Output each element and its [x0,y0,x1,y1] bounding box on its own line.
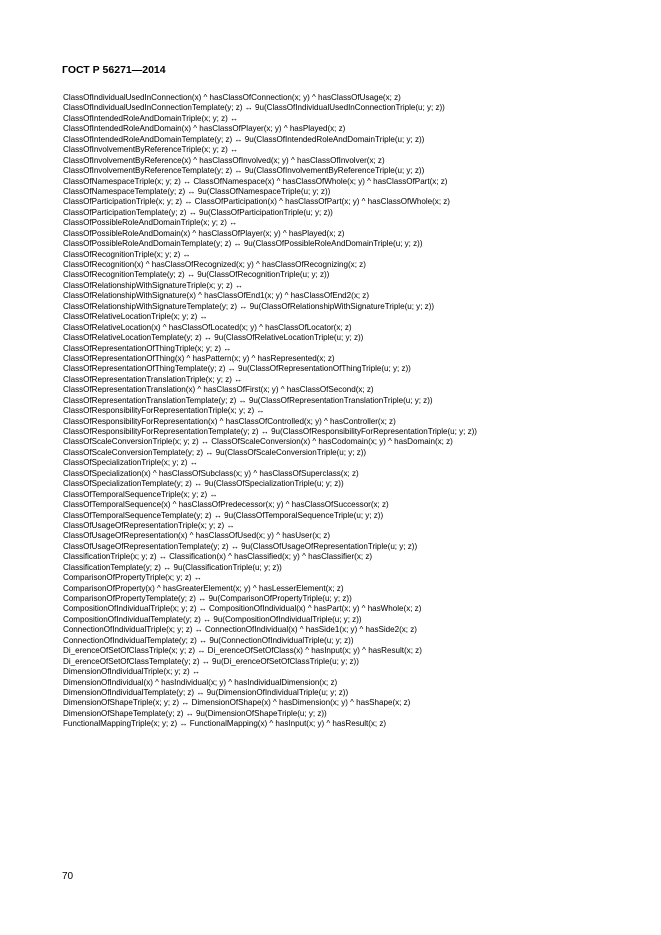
text-line: ClassOfUsageOfRepresentationTriple(x; y; z) ↔ [63,520,235,530]
text-line: ClassOfInvolvementByReferenceTriple(x; y; z) ↔ [63,145,239,155]
text-line: DimensionOfIndividualTriple(x; y; z) ↔ [63,667,201,677]
text-line: ClassOfSpecialization(x) ^ hasClassOfSubclass(x; y) ^ hasClassOfSuperclass(x; z) [63,468,359,478]
text-line: ClassOfScaleConversionTemplate(y; z) ↔ 9u(ClassOfScaleConversionTriple(u; y; z)) [63,447,367,457]
text-line: ClassOfPossibleRoleAndDomainTriple(x; y; z) ↔ [63,218,238,228]
text-line: DimensionOfShapeTriple(x; y; z) ↔ DimensionOfShape(x) ^ hasDimension(x; y) ^ hasShape(x; z) [63,698,411,708]
text-line: ClassOfSpecializationTemplate(y; z) ↔ 9u(ClassOfSpecializationTriple(u; y; z)) [63,479,344,489]
text-line: ClassOfResponsibilityForRepresentationTemplate(y; z) ↔ 9u(ClassOfResponsibilityForRepresentationTriple(u; y; z)) [63,427,477,436]
text-line: ClassOfScaleConversionTriple(x; y; z) ↔ ClassOfScaleConversion(x) ^ hasCodomain(x; y) ^ hasDomain(x; z) [63,437,453,447]
text-line: ClassOfResponsibilityForRepresentationTriple(x; y; z) ↔ [63,406,265,416]
text-line: ClassOfPossibleRoleAndDomainTemplate(y; z) ↔ 9u(ClassOfPossibleRoleAndDomainTriple(u; y; z)) [63,239,423,249]
text-line: ClassOfTemporalSequenceTemplate(y; z) ↔ 9u(ClassOfTemporalSequenceTriple(u; y; z)) [63,510,384,520]
text-line: ClassOfInvolvementByReferenceTemplate(y; z) ↔ 9u(ClassOfInvolvementByReferenceTriple(u; y; z)) [63,166,425,176]
text-line: ClassOfIndividualUsedInConnection(x) ^ hasClassOfConnection(x; y) ^ hasClassOfUsage(x; z) [63,93,401,102]
text-line: ClassOfRelativeLocationTemplate(y; z) ↔ 9u(ClassOfRelativeLocationTriple(u; y; z)) [63,333,364,343]
text-line: ClassOfRelativeLocation(x) ^ hasClassOfLocated(x; y) ^ hasClassOfLocator(x; z) [63,322,352,332]
text-line: ClassificationTriple(x; y; z) ↔ Classification(x) ^ hasClassified(x; y) ^ hasClassifier(x; z) [63,552,373,562]
text-line: ClassOfResponsibilityForRepresentation(x) ^ hasClassOfControlled(x; y) ^ hasController(x; z) [63,416,396,426]
text-line: ClassOfTemporalSequenceTriple(x; y; z) ↔ [63,489,218,499]
text-line: ClassOfSpecializationTriple(x; y; z) ↔ [63,458,198,468]
text-line: ComparisonOfPropertyTemplate(y; z) ↔ 9u(ComparisonOfPropertyTriple(u; y; z)) [63,594,352,603]
text-line: ClassOfIntendedRoleAndDomain(x) ^ hasClassOfPlayer(x; y) ^ hasPlayed(x; z) [63,124,346,134]
text-line: ConnectionOfIndividualTemplate(y; z) ↔ 9u(ConnectionOfIndividualTriple(u; y; z)) [63,635,354,645]
document-header-title: ГОСТ Р 56271—2014 [62,64,166,76]
text-line: ClassOfRepresentationOfThingTemplate(y; z) ↔ 9u(ClassOfRepresentationOfThingTriple(u; y; z)) [63,364,411,374]
text-line: ClassOfNamespaceTriple(x; y; z) ↔ ClassOfNamespace(x) ^ hasClassOfWhole(x; y) ^ hasClassOfPart(x; z) [63,176,448,186]
text-line: ClassOfPossibleRoleAndDomain(x) ^ hasClassOfPlayer(x; y) ^ hasPlayed(x; z) [63,228,345,238]
text-line: ClassOfNamespaceTemplate(y; z) ↔ 9u(ClassOfNamespaceTriple(u; y; z)) [63,186,331,196]
text-line: DimensionOfIndividualTemplate(y; z) ↔ 9u(DimensionOfIndividualTriple(u; y; z)) [63,687,349,697]
text-line: ComparisonOfProperty(x) ^ hasGreaterElement(x; y) ^ hasLesserElement(x; z) [63,583,344,593]
text-line: ClassOfRecognitionTemplate(y; z) ↔ 9u(ClassOfRecognitionTriple(u; y; z)) [63,270,330,280]
text-line: ClassOfRepresentationTranslation(x) ^ hasClassOfFirst(x; y) ^ hasClassOfSecond(x; z) [63,385,374,395]
text-line: ComparisonOfPropertyTriple(x; y; z) ↔ [63,573,202,583]
text-line: DimensionOfShapeTemplate(y; z) ↔ 9u(DimensionOfShapeTriple(u; y; z)) [63,708,327,718]
text-line: ClassOfRepresentationOfThing(x) ^ hasPattern(x; y) ^ hasRepresented(x; z) [63,353,335,363]
text-line: ClassOfParticipationTemplate(y; z) ↔ 9u(ClassOfParticipationTriple(u; y; z)) [63,207,333,217]
text-line: ClassOfUsageOfRepresentation(x) ^ hasClassOfUsed(x; y) ^ hasUser(x; z) [63,531,331,541]
text-line: ClassOfInvolvementByReference(x) ^ hasClassOfInvolved(x; y) ^ hasClassOfInvolver(x; z) [63,155,385,165]
text-line: ClassOfIntendedRoleAndDomainTemplate(y; z) ↔ 9u(ClassOfIntendedRoleAndDomainTriple(u; y; z)) [63,134,425,144]
text-line: ClassificationTemplate(y; z) ↔ 9u(ClassificationTriple(u; y; z)) [63,562,282,572]
text-line: ClassOfRepresentationTranslationTriple(x; y; z) ↔ [63,374,243,384]
text-line: ClassOfRepresentationOfThingTriple(x; y; z) ↔ [63,343,232,353]
text-line: Di_erenceOfSetOfClassTemplate(y; z) ↔ 9u(Di_erenceOfSetOfClassTriple(u; y; z)) [63,656,359,666]
text-line: ClassOfRelationshipWithSignatureTemplate(y; z) ↔ 9u(ClassOfRelationshipWithSignatureTriple(u; y; z)) [63,301,435,311]
text-line: ClassOfRecognitionTriple(x; y; z) ↔ [63,249,191,259]
text-line: ClassOfTemporalSequence(x) ^ hasClassOfPredecessor(x; y) ^ hasClassOfSuccessor(x; z) [63,500,389,510]
text-line: ClassOfUsageOfRepresentationTemplate(y; z) ↔ 9u(ClassOfUsageOfRepresentationTriple(u; y; z)) [63,541,418,551]
text-line: CompositionOfIndividualTemplate(y; z) ↔ 9u(CompositionOfIndividualTriple(u; y; z)) [63,614,362,624]
text-line: Di_erenceOfSetOfClassTriple(x; y; z) ↔ Di_erenceOfSetOfClass(x) ^ hasInput(x; y) ^ hasResult(x; z) [63,646,422,656]
text-line: ClassOfParticipationTriple(x; y; z) ↔ ClassOfParticipation(x) ^ hasClassOfPart(x; y) ^ hasClassOfWhole(x; z) [63,197,450,207]
text-line: DimensionOfIndividual(x) ^ hasIndividual(x; y) ^ hasIndividualDimension(x; z) [63,677,338,687]
document-body [63,93,653,730]
text-line: ClassOfIndividualUsedInConnectionTemplate(y; z) ↔ 9u(ClassOfIndividualUsedInConnectionTriple(u; y; z)) [63,103,445,113]
text-line: ConnectionOfIndividualTriple(x; y; z) ↔ ConnectionOfIndividual(x) ^ hasSide1(x; y) ^ hasSide2(x; z) [63,625,417,635]
page-number: 70 [62,871,74,882]
text-line: ClassOfRelationshipWithSignature(x) ^ hasClassOfEnd1(x; y) ^ hasClassOfEnd2(x; z) [63,291,370,301]
text-line: ClassOfRelativeLocationTriple(x; y; z) ↔ [63,312,208,322]
text-line: FunctionalMappingTriple(x; y; z) ↔ FunctionalMapping(x) ^ hasInput(x; y) ^ hasResult(x; z) [63,719,387,729]
text-line: ClassOfRecognition(x) ^ hasClassOfRecognized(x; y) ^ hasClassOfRecognizing(x; z) [63,260,366,269]
text-line: ClassOfRepresentationTranslationTemplate(y; z) ↔ 9u(ClassOfRepresentationTranslationTriple(u; y; z)) [63,395,433,405]
text-line: CompositionOfIndividualTriple(x; y; z) ↔ CompositionOfIndividual(x) ^ hasPart(x; y) ^ hasWhole(x; z) [63,604,422,614]
text-line: ClassOfIntendedRoleAndDomainTriple(x; y; z) ↔ [63,113,239,123]
text-line: ClassOfRelationshipWithSignatureTriple(x; y; z) ↔ [63,280,243,290]
